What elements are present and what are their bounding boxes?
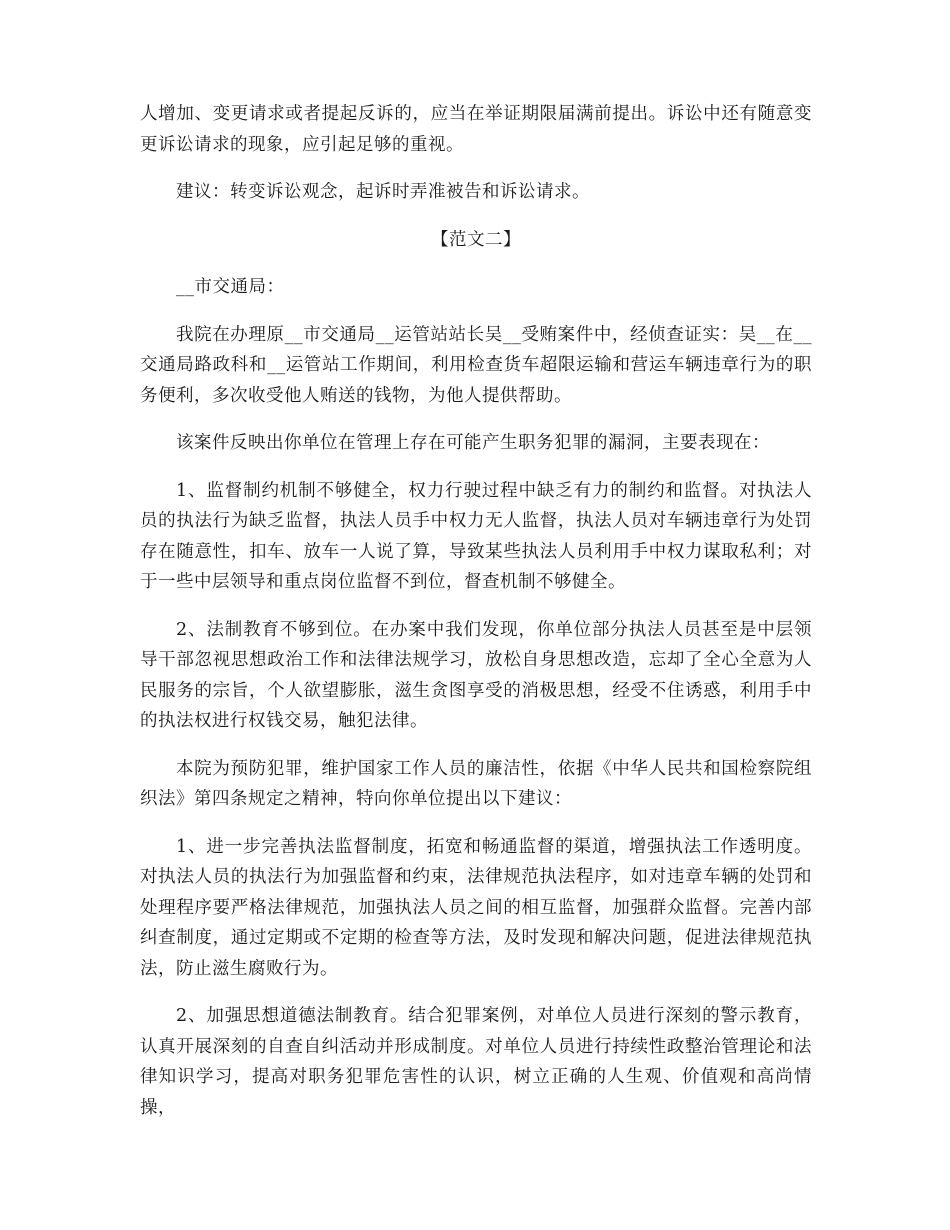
addressee-line: __市交通局： bbox=[176, 277, 285, 297]
body-paragraph: 本院为预防犯罪，维护国家工作人员的廉洁性，依据《中华人民共和国检察院组织法》第四条规定之精神，特向你单位提出以下建议： bbox=[140, 758, 812, 809]
body-paragraph: 1、进一步完善执法监督制度，拓宽和畅通监督的渠道，增强执法工作透明度。对执法人员的执法行为加强监督和约束，法律规范执法程序，如对违章车辆的处罚和处理程序要严格法律规范，加强执法人员之间的相互监督，加强群众监督。完善内部纠查制度，通过定期或不定期的检查等方法，及时发现和解决问题，促进法律规范执法，防止滋生腐败行为。 bbox=[140, 836, 812, 979]
section-heading: 【范文二】 bbox=[431, 229, 521, 250]
body-paragraph: 2、法制教育不够到位。在办案中我们发现，你单位部分执法人员甚至是中层领导干部忽视思想政治工作和法律法规学习，放松自身思想改造，忘却了全心全意为人民服务的宗旨，个人欲望膨胀，滋生贪图享受的消极思想，经受不住诱惑，利用手中的执法权进行权钱交易，触犯法律。 bbox=[140, 619, 812, 731]
body-paragraph: 我院在办理原__市交通局__运管站站长吴__受贿案件中，经侦查证实：吴__在__交通局路政科和__运管站工作期间，利用检查货车超限运输和营运车辆违章行为的职务便利，多次收受他人贿送的钱物，为他人提供帮助。 bbox=[140, 324, 812, 406]
body-paragraph: 该案件反映出你单位在管理上存在可能产生职务犯罪的漏洞，主要表现在： bbox=[176, 433, 770, 453]
body-paragraph: 2、加强思想道德法制教育。结合犯罪案例，对单位人员进行深刻的警示教育，认真开展深刻的自查自纠活动并形成制度。对单位人员进行持续性政整治管理论和法律知识学习，提高对职务犯罪危害性的认识，树立正确的人生观、价值观和高尚情操， bbox=[140, 1006, 812, 1118]
paragraph-continuation: 人增加、变更请求或者提起反诉的，应当在举证期限届满前提出。诉讼中还有随意变更诉讼请求的现象，应引起足够的重视。 bbox=[140, 104, 812, 155]
document-page bbox=[140, 99, 812, 1140]
body-paragraph: 1、监督制约机制不够健全，权力行驶过程中缺乏有力的制约和监督。对执法人员的执法行为缺乏监督，执法人员手中权力无人监督，执法人员对车辆违章行为处罚存在随意性，扣车、放车一人说了算，导致某些执法人员利用手中权力谋取私利；对于一些中层领导和重点岗位监督不到位，督查机制不够健全。 bbox=[140, 480, 812, 592]
paragraph-suggestion: 建议：转变诉讼观念，起诉时弄准被告和诉讼请求。 bbox=[176, 182, 590, 202]
